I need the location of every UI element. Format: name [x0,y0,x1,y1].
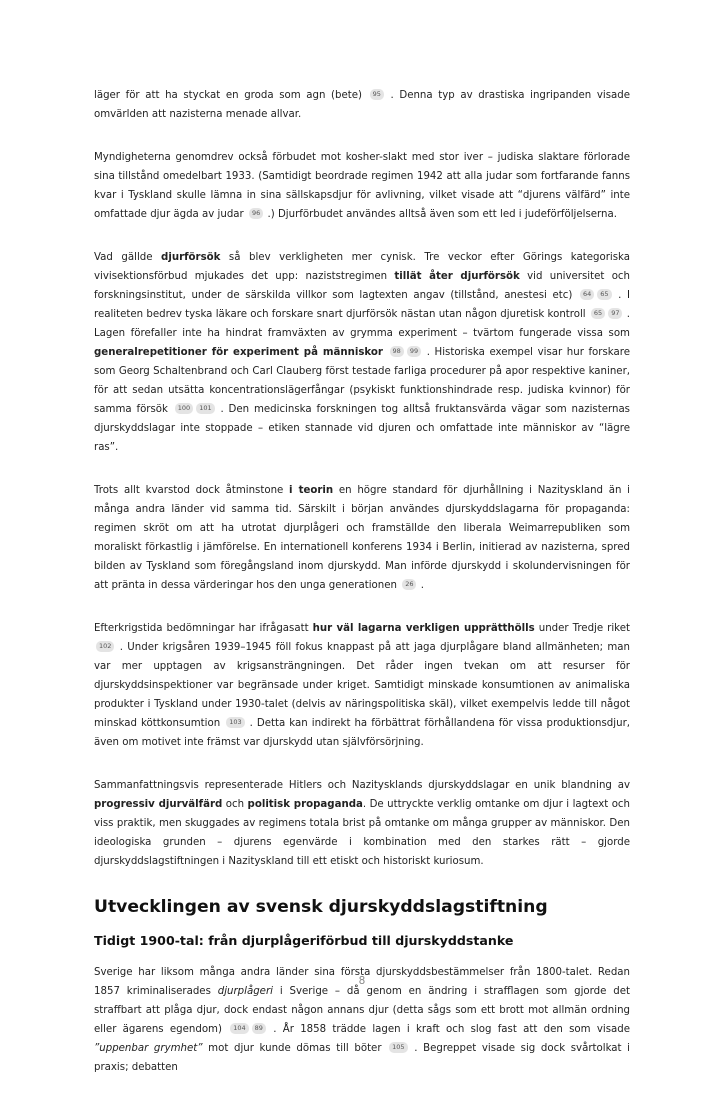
citation-badge[interactable]: 65 [597,289,611,300]
italic-text: djurplågeri [217,986,273,997]
paragraph [94,619,630,752]
citation-badge[interactable]: 103 [226,717,244,728]
citation-badge[interactable]: 64 [580,289,594,300]
text-run: och [222,799,248,810]
citation-badge[interactable]: 104 [230,1023,248,1034]
bold-text: progressiv djurvälfärd [94,799,223,810]
paragraph [94,86,630,124]
page-number: 8 [358,975,366,987]
subsection-heading: Tidigt 1900-tal: från djurplågeriförbud till djurskyddstanke [94,933,514,948]
document-body [94,86,630,1101]
text-run: . Under krigsåren 1939–1945 föll fokus knappast på att jaga djurplågare bland allmänheten; man var mer upptagen av krigsansträngningen. Det råder ingen tvekan om att resurser för djurskyddsinspektioner var begränsade under kriget. Samtidigt minskade konsumtionen av animaliska produkter i Tyskland under 1930-talet (delvis av näringspolitiska skäl), vilket exempelvis ledde till något minskad köttkonsumtion [94,642,630,729]
text-run: Myndigheterna genomdrev också förbudet mot kosher-slakt med stor iver – judiska slaktare förlorade sina tillstånd omedelbart 1933. (Samtidigt beordrade regimen 1942 att alla judar som fortfarande fanns kvar i Tyskland skulle lämna in sina sällskapsdjur för avlivning, vilket visade att “djurens välfärd” inte omfattade djur ägda av judar [94,152,630,220]
text-run: en högre standard för djurhållning i Nazityskland än i många andra länder vid samma tid. Särskilt i början användes djurskyddslagarna för propaganda: regimen skröt om att ha utrotat djurplågeri och framställde den liberala Weimarrepubliken som moraliskt förkastlig i jämförelse. En internationell konferens 1934 i Berlin, initierad av nazisterna, spred bilden av Tyskland som föregångsland inom djurskydd. Man införde djurskydd i skolundervisningen för att pränta in dessa värderingar hos den unga generationen [94,485,630,591]
text-run: i Sverige – då genom en ändring i strafflagen som gjorde det straffbart att plåga djur, dock endast någon annans djur (detta sågs som ett brott mot allmän ordning eller ägarens egendom) [94,986,630,1035]
citation-badge[interactable]: 26 [402,579,416,590]
citation-badge[interactable]: 89 [252,1023,266,1034]
text-run: under Tredje riket [534,623,630,634]
bold-text: generalrepetitioner för experiment på människor [94,347,383,358]
citation-badge[interactable]: 98 [390,346,404,357]
citation-badge[interactable]: 99 [407,346,421,357]
text-run: så blev verkligheten mer cynisk. Tre veckor efter Görings kategoriska vivisektionsförbud mjukades det upp: naziststregimen [94,252,630,282]
bold-text: tillät åter djurförsök [394,271,520,282]
text-run: . Begreppet visade sig dock svårtolkat i praxis; debatten [94,1043,630,1073]
citation-badge[interactable]: 65 [591,308,605,319]
citation-badge[interactable]: 105 [389,1042,407,1053]
text-run: Efterkrigstida bedömningar har ifrågasatt [94,623,313,634]
paragraph [94,776,630,871]
section-heading: Utvecklingen av svensk djurskyddslagstiftning [94,897,548,917]
text-run: mot djur kunde dömas till böter [202,1043,388,1054]
italic-text: ”uppenbar grymhet” [94,1043,203,1054]
citation-badge[interactable]: 96 [249,208,263,219]
bold-text: i teorin [289,485,334,496]
text-run: Sverige har liksom många andra länder sina första djurskyddsbestämmelser från 1800-talet. Redan 1857 kriminaliserades [94,967,630,997]
text-run: . Historiska exempel visar hur forskare som Georg Schaltenbrand och Carl Clauberg först testade farliga procedurer på apor respektive kaniner, för att sedan utsätta koncentrationslägerfångar (psykiskt funktionshindrade resp. judiska kvinnor) för samma försök [94,347,630,415]
paragraph [94,248,630,457]
text-run: läger för att ha styckat en groda som agn (bete) [94,90,368,101]
bold-text: hur väl lagarna verkligen upprätthölls [312,623,535,634]
text-run: Sammanfattningsvis representerade Hitlers och Nazitysklands djurskyddslagar en unik blandning av [94,780,630,791]
citation-badge[interactable]: 100 [175,403,193,414]
text-run: Trots allt kvarstod dock åtminstone [94,485,290,496]
text-run: Vad gällde [94,252,162,263]
text-run: vid universitet och forskningsinstitut, under de särskilda villkor som lagtexten angav (tillstånd, anestesi etc) [94,271,630,301]
citation-badge[interactable]: 101 [196,403,214,414]
text-run: . Lagen förefaller inte ha hindrat framväxten av grymma experiment – tvärtom fungerade vissa som [94,309,630,339]
bold-text: djurförsök [161,252,221,263]
text-run: . Denna typ av drastiska ingripanden visade omvärlden att nazisterna menade allvar. [94,90,631,120]
text-run: . Detta kan indirekt ha förbättrat förhållandena för vissa produktionsdjur, även om motivet inte främst var djurskydd utan självförsörjning. [94,718,630,748]
citation-badge[interactable]: 95 [370,89,384,100]
text-run [383,347,388,358]
text-run: . [417,580,424,591]
citation-badge[interactable]: 102 [96,641,114,652]
text-run: . Den medicinska forskningen tog alltså fruktansvärda vägar som nazisternas djurskyddslagar inte stoppade – etiken stannade vid djuren och omfattade inte människor av “lägre ras”. [94,404,630,453]
citation-badge[interactable]: 97 [608,308,622,319]
text-run: . År 1858 trädde lagen i kraft och slog fast att den som visade [266,1024,631,1035]
paragraph [94,148,630,224]
paragraph [94,481,630,595]
text-run: . I realiteten bedrev tyska läkare och forskare snart djurförsök nästan utan någon djuretisk kontroll [94,290,630,320]
bold-text: politisk propaganda [247,799,363,810]
text-run: .) Djurförbudet användes alltså även som ett led i judeförföljelserna. [264,209,617,220]
text-run: . De uttryckte verklig omtanke om djur i lagtext och viss praktik, men skuggades av regimens totala brist på omtanke om många grupper av människor. Den ideologiska grunden – djurens egenvärde i kombination med den starkes rätt – gjorde djurskyddslagstiftningen i Nazityskland till ett etiskt och historiskt kuriosum. [94,799,630,867]
